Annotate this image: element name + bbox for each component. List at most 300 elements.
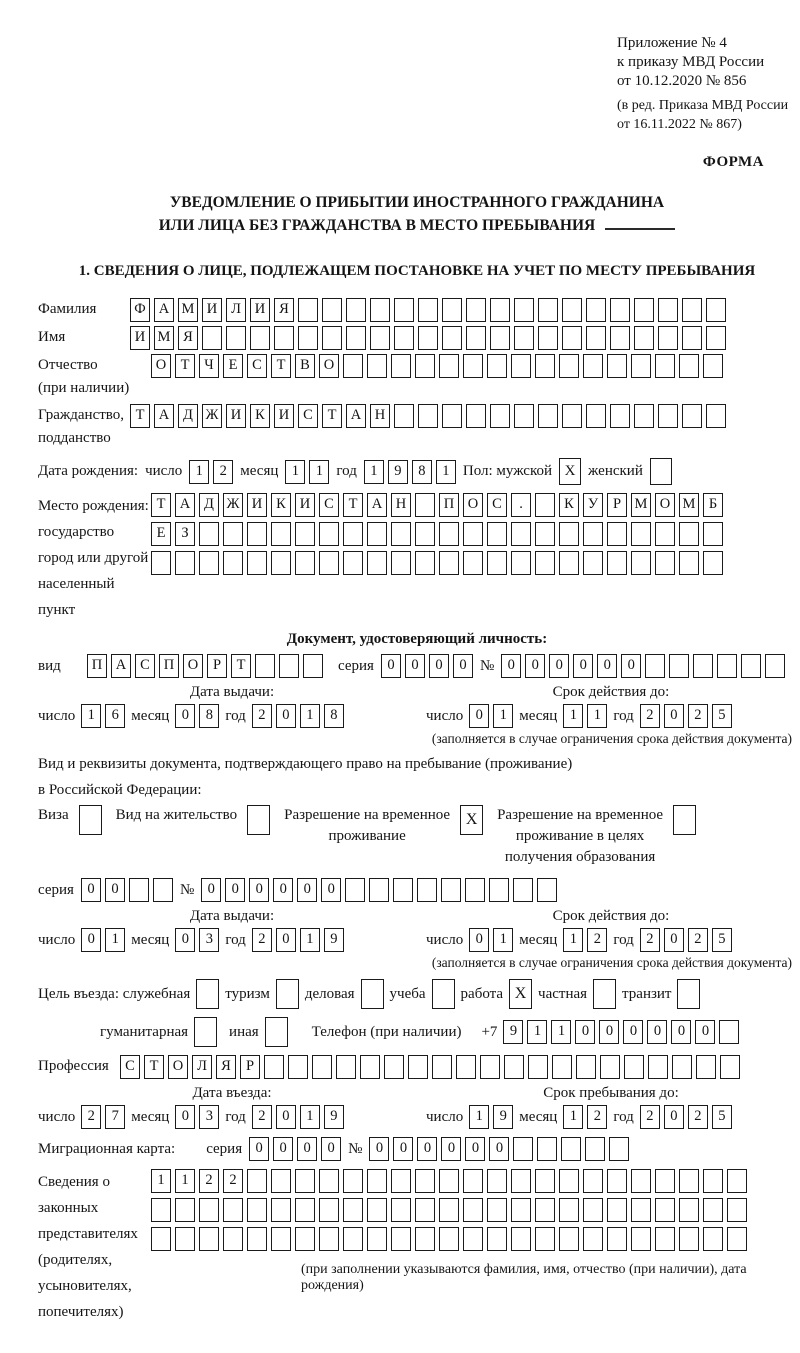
grid-cell[interactable] xyxy=(703,1227,723,1251)
grid-cell[interactable] xyxy=(463,354,483,378)
phone-cells[interactable] xyxy=(503,1020,739,1044)
grid-cell[interactable]: 1 xyxy=(527,1020,547,1044)
grid-cell[interactable] xyxy=(655,522,675,546)
grid-cell[interactable] xyxy=(298,326,318,350)
grid-cell[interactable] xyxy=(466,326,486,350)
grid-cell[interactable] xyxy=(442,298,462,322)
entry-day-cells[interactable] xyxy=(81,1105,125,1129)
grid-cell[interactable]: X xyxy=(460,805,483,835)
grid-cell[interactable]: 0 xyxy=(441,1137,461,1161)
grid-cell[interactable] xyxy=(288,1055,308,1079)
grid-cell[interactable]: 0 xyxy=(664,1105,684,1129)
grid-cell[interactable] xyxy=(343,1198,363,1222)
grid-cell[interactable] xyxy=(439,1198,459,1222)
grid-cell[interactable]: 0 xyxy=(525,654,545,678)
grid-cell[interactable]: 0 xyxy=(369,1137,389,1161)
grid-cell[interactable] xyxy=(537,878,557,902)
grid-cell[interactable] xyxy=(727,1227,747,1251)
grid-cell[interactable] xyxy=(720,1055,740,1079)
grid-cell[interactable] xyxy=(514,326,534,350)
doc-number-cells[interactable] xyxy=(501,654,785,678)
grid-cell[interactable] xyxy=(727,1169,747,1193)
grid-cell[interactable] xyxy=(490,326,510,350)
grid-cell[interactable] xyxy=(514,404,534,428)
grid-cell[interactable] xyxy=(513,878,533,902)
grid-cell[interactable] xyxy=(367,522,387,546)
grid-cell[interactable] xyxy=(175,551,195,575)
grid-cell[interactable] xyxy=(384,1055,404,1079)
grid-cell[interactable] xyxy=(538,326,558,350)
grid-cell[interactable]: 1 xyxy=(300,1105,320,1129)
migration-series-cells[interactable] xyxy=(249,1137,341,1161)
checkbox-vnzh[interactable] xyxy=(247,805,270,835)
grid-cell[interactable] xyxy=(514,298,534,322)
grid-cell[interactable] xyxy=(394,298,414,322)
grid-cell[interactable] xyxy=(682,404,702,428)
grid-cell[interactable] xyxy=(295,1198,315,1222)
grid-cell[interactable]: И xyxy=(202,298,222,322)
grid-cell[interactable]: 9 xyxy=(388,460,408,484)
grid-cell[interactable] xyxy=(609,1137,629,1161)
residence-issue-day-cells[interactable] xyxy=(81,928,125,952)
grid-cell[interactable]: 0 xyxy=(647,1020,667,1044)
grid-cell[interactable] xyxy=(593,979,616,1009)
grid-cell[interactable] xyxy=(559,354,579,378)
grid-cell[interactable] xyxy=(271,1198,291,1222)
grid-cell[interactable] xyxy=(295,1227,315,1251)
grid-cell[interactable] xyxy=(583,1169,603,1193)
checkbox-rvp-education[interactable] xyxy=(673,805,696,835)
grid-cell[interactable] xyxy=(487,522,507,546)
grid-cell[interactable] xyxy=(265,1017,288,1047)
grid-cell[interactable] xyxy=(703,1198,723,1222)
grid-cell[interactable]: 0 xyxy=(405,654,425,678)
grid-cell[interactable]: 0 xyxy=(695,1020,715,1044)
grid-cell[interactable] xyxy=(271,1169,291,1193)
grid-cell[interactable] xyxy=(487,551,507,575)
grid-cell[interactable] xyxy=(679,1198,699,1222)
grid-cell[interactable] xyxy=(194,1017,217,1047)
grid-cell[interactable] xyxy=(727,1198,747,1222)
grid-cell[interactable]: М xyxy=(679,493,699,517)
birth-place-row1-cells[interactable] xyxy=(151,493,723,517)
grid-cell[interactable] xyxy=(717,654,737,678)
grid-cell[interactable] xyxy=(391,1169,411,1193)
grid-cell[interactable]: Л xyxy=(192,1055,212,1079)
grid-cell[interactable]: М xyxy=(178,298,198,322)
grid-cell[interactable]: К xyxy=(559,493,579,517)
grid-cell[interactable]: Ж xyxy=(202,404,222,428)
grid-cell[interactable] xyxy=(319,1169,339,1193)
grid-cell[interactable] xyxy=(391,1227,411,1251)
grid-cell[interactable]: 2 xyxy=(587,1105,607,1129)
grid-cell[interactable] xyxy=(655,1169,675,1193)
grid-cell[interactable] xyxy=(223,551,243,575)
grid-cell[interactable] xyxy=(418,298,438,322)
grid-cell[interactable] xyxy=(199,1227,219,1251)
residence-valid-day-cells[interactable] xyxy=(469,928,513,952)
grid-cell[interactable]: А xyxy=(154,404,174,428)
grid-cell[interactable] xyxy=(535,551,555,575)
grid-cell[interactable] xyxy=(583,522,603,546)
grid-cell[interactable] xyxy=(432,979,455,1009)
grid-cell[interactable]: 8 xyxy=(199,704,219,728)
grid-cell[interactable]: 6 xyxy=(105,704,125,728)
grid-cell[interactable]: Ж xyxy=(223,493,243,517)
grid-cell[interactable]: 0 xyxy=(175,1105,195,1129)
grid-cell[interactable]: 1 xyxy=(364,460,384,484)
grid-cell[interactable] xyxy=(583,1198,603,1222)
grid-cell[interactable]: П xyxy=(87,654,107,678)
residence-number-cells[interactable] xyxy=(201,878,557,902)
grid-cell[interactable] xyxy=(624,1055,644,1079)
grid-cell[interactable] xyxy=(583,551,603,575)
grid-cell[interactable] xyxy=(439,551,459,575)
grid-cell[interactable] xyxy=(607,1169,627,1193)
grid-cell[interactable] xyxy=(393,878,413,902)
grid-cell[interactable]: 2 xyxy=(587,928,607,952)
grid-cell[interactable] xyxy=(538,298,558,322)
grid-cell[interactable] xyxy=(650,458,672,485)
grid-cell[interactable] xyxy=(655,551,675,575)
grid-cell[interactable] xyxy=(741,654,761,678)
grid-cell[interactable]: А xyxy=(175,493,195,517)
patronymic-cells[interactable] xyxy=(151,354,723,378)
grid-cell[interactable] xyxy=(679,1227,699,1251)
grid-cell[interactable]: 0 xyxy=(417,1137,437,1161)
residence-issue-year-cells[interactable] xyxy=(252,928,344,952)
stay-month-cells[interactable] xyxy=(563,1105,607,1129)
grid-cell[interactable] xyxy=(586,404,606,428)
grid-cell[interactable]: О xyxy=(151,354,171,378)
grid-cell[interactable] xyxy=(487,1198,507,1222)
grid-cell[interactable] xyxy=(276,979,299,1009)
grid-cell[interactable]: 0 xyxy=(276,928,296,952)
grid-cell[interactable] xyxy=(408,1055,428,1079)
checkbox-visa[interactable] xyxy=(79,805,102,835)
grid-cell[interactable] xyxy=(466,404,486,428)
surname-cells[interactable] xyxy=(130,298,726,322)
grid-cell[interactable]: 0 xyxy=(276,1105,296,1129)
grid-cell[interactable]: Р xyxy=(607,493,627,517)
grid-cell[interactable] xyxy=(610,298,630,322)
checkbox-tranzit[interactable] xyxy=(677,979,700,1009)
grid-cell[interactable]: Р xyxy=(240,1055,260,1079)
grid-cell[interactable] xyxy=(367,1169,387,1193)
grid-cell[interactable]: Т xyxy=(130,404,150,428)
grid-cell[interactable]: 1 xyxy=(469,1105,489,1129)
grid-cell[interactable]: Ч xyxy=(199,354,219,378)
grid-cell[interactable]: Я xyxy=(216,1055,236,1079)
grid-cell[interactable] xyxy=(693,654,713,678)
grid-cell[interactable]: 2 xyxy=(640,704,660,728)
grid-cell[interactable] xyxy=(343,522,363,546)
representatives-row3-cells[interactable] xyxy=(151,1227,796,1251)
grid-cell[interactable]: Д xyxy=(199,493,219,517)
grid-cell[interactable]: 2 xyxy=(223,1169,243,1193)
grid-cell[interactable] xyxy=(535,1169,555,1193)
grid-cell[interactable]: 0 xyxy=(465,1137,485,1161)
grid-cell[interactable] xyxy=(677,979,700,1009)
identity-issue-month-cells[interactable] xyxy=(175,704,219,728)
grid-cell[interactable] xyxy=(319,1198,339,1222)
grid-cell[interactable] xyxy=(706,326,726,350)
grid-cell[interactable] xyxy=(175,1198,195,1222)
grid-cell[interactable]: И xyxy=(226,404,246,428)
grid-cell[interactable] xyxy=(559,522,579,546)
grid-cell[interactable]: 0 xyxy=(201,878,221,902)
grid-cell[interactable] xyxy=(439,1169,459,1193)
grid-cell[interactable]: О xyxy=(463,493,483,517)
grid-cell[interactable]: 5 xyxy=(712,1105,732,1129)
grid-cell[interactable]: И xyxy=(295,493,315,517)
birth-place-row2-cells[interactable] xyxy=(151,522,723,546)
grid-cell[interactable] xyxy=(463,522,483,546)
grid-cell[interactable] xyxy=(538,404,558,428)
grid-cell[interactable]: . xyxy=(511,493,531,517)
grid-cell[interactable] xyxy=(303,654,323,678)
grid-cell[interactable] xyxy=(336,1055,356,1079)
residence-issue-month-cells[interactable] xyxy=(175,928,219,952)
grid-cell[interactable] xyxy=(432,1055,452,1079)
checkbox-ucheba[interactable] xyxy=(432,979,455,1009)
grid-cell[interactable] xyxy=(535,1198,555,1222)
grid-cell[interactable]: 2 xyxy=(81,1105,101,1129)
grid-cell[interactable]: 0 xyxy=(623,1020,643,1044)
grid-cell[interactable]: Л xyxy=(226,298,246,322)
grid-cell[interactable]: 0 xyxy=(501,654,521,678)
grid-cell[interactable]: 0 xyxy=(549,654,569,678)
grid-cell[interactable] xyxy=(559,1227,579,1251)
grid-cell[interactable] xyxy=(607,354,627,378)
grid-cell[interactable] xyxy=(655,1198,675,1222)
checkbox-sluzhebnaya[interactable] xyxy=(196,979,219,1009)
grid-cell[interactable]: 2 xyxy=(252,1105,272,1129)
grid-cell[interactable]: 1 xyxy=(105,928,125,952)
checkbox-sex-female[interactable] xyxy=(650,458,672,485)
grid-cell[interactable] xyxy=(271,1227,291,1251)
grid-cell[interactable] xyxy=(480,1055,500,1079)
residence-valid-month-cells[interactable] xyxy=(563,928,607,952)
grid-cell[interactable]: 2 xyxy=(640,1105,660,1129)
grid-cell[interactable] xyxy=(537,1137,557,1161)
grid-cell[interactable]: К xyxy=(250,404,270,428)
grid-cell[interactable] xyxy=(360,1055,380,1079)
grid-cell[interactable] xyxy=(226,326,246,350)
grid-cell[interactable]: С xyxy=(135,654,155,678)
grid-cell[interactable] xyxy=(679,354,699,378)
grid-cell[interactable]: Т xyxy=(144,1055,164,1079)
grid-cell[interactable]: 2 xyxy=(688,928,708,952)
grid-cell[interactable]: Д xyxy=(178,404,198,428)
grid-cell[interactable] xyxy=(465,878,485,902)
grid-cell[interactable]: 1 xyxy=(81,704,101,728)
grid-cell[interactable] xyxy=(415,1198,435,1222)
grid-cell[interactable] xyxy=(487,1227,507,1251)
grid-cell[interactable]: Я xyxy=(274,298,294,322)
grid-cell[interactable]: 0 xyxy=(297,1137,317,1161)
grid-cell[interactable]: 0 xyxy=(453,654,473,678)
grid-cell[interactable]: 2 xyxy=(640,928,660,952)
checkbox-delovaya[interactable] xyxy=(361,979,384,1009)
grid-cell[interactable] xyxy=(456,1055,476,1079)
grid-cell[interactable] xyxy=(202,326,222,350)
grid-cell[interactable] xyxy=(562,404,582,428)
grid-cell[interactable]: 7 xyxy=(105,1105,125,1129)
grid-cell[interactable] xyxy=(513,1137,533,1161)
grid-cell[interactable] xyxy=(367,1227,387,1251)
grid-cell[interactable]: М xyxy=(631,493,651,517)
grid-cell[interactable]: 2 xyxy=(213,460,233,484)
grid-cell[interactable]: 9 xyxy=(503,1020,523,1044)
grid-cell[interactable] xyxy=(511,1169,531,1193)
checkbox-rvp[interactable] xyxy=(460,805,483,835)
grid-cell[interactable]: Н xyxy=(370,404,390,428)
grid-cell[interactable] xyxy=(279,654,299,678)
checkbox-chastnaya[interactable] xyxy=(593,979,616,1009)
grid-cell[interactable]: 0 xyxy=(469,928,489,952)
residence-series-cells[interactable] xyxy=(81,878,173,902)
grid-cell[interactable] xyxy=(442,404,462,428)
grid-cell[interactable]: В xyxy=(295,354,315,378)
grid-cell[interactable] xyxy=(415,354,435,378)
grid-cell[interactable] xyxy=(370,298,390,322)
grid-cell[interactable] xyxy=(511,354,531,378)
grid-cell[interactable]: К xyxy=(271,493,291,517)
grid-cell[interactable]: 1 xyxy=(563,1105,583,1129)
grid-cell[interactable] xyxy=(631,551,651,575)
grid-cell[interactable] xyxy=(559,1169,579,1193)
grid-cell[interactable] xyxy=(634,326,654,350)
grid-cell[interactable]: А xyxy=(367,493,387,517)
grid-cell[interactable] xyxy=(528,1055,548,1079)
grid-cell[interactable]: 1 xyxy=(563,704,583,728)
grid-cell[interactable] xyxy=(535,354,555,378)
grid-cell[interactable] xyxy=(223,1198,243,1222)
grid-cell[interactable] xyxy=(559,551,579,575)
grid-cell[interactable] xyxy=(607,1227,627,1251)
grid-cell[interactable]: С xyxy=(247,354,267,378)
grid-cell[interactable] xyxy=(439,522,459,546)
grid-cell[interactable]: А xyxy=(111,654,131,678)
grid-cell[interactable]: 0 xyxy=(393,1137,413,1161)
grid-cell[interactable] xyxy=(463,1169,483,1193)
grid-cell[interactable] xyxy=(583,354,603,378)
grid-cell[interactable]: 5 xyxy=(712,704,732,728)
grid-cell[interactable]: И xyxy=(274,404,294,428)
grid-cell[interactable]: 5 xyxy=(712,928,732,952)
checkbox-sex-male[interactable] xyxy=(559,458,581,485)
grid-cell[interactable] xyxy=(562,298,582,322)
grid-cell[interactable] xyxy=(129,878,149,902)
grid-cell[interactable] xyxy=(343,1227,363,1251)
grid-cell[interactable]: 0 xyxy=(175,928,195,952)
grid-cell[interactable] xyxy=(682,298,702,322)
grid-cell[interactable] xyxy=(441,878,461,902)
grid-cell[interactable] xyxy=(271,522,291,546)
grid-cell[interactable]: 0 xyxy=(175,704,195,728)
grid-cell[interactable]: 0 xyxy=(573,654,593,678)
grid-cell[interactable] xyxy=(696,1055,716,1079)
grid-cell[interactable] xyxy=(466,298,486,322)
grid-cell[interactable] xyxy=(552,1055,572,1079)
grid-cell[interactable]: 0 xyxy=(249,878,269,902)
grid-cell[interactable] xyxy=(535,1227,555,1251)
grid-cell[interactable]: З xyxy=(175,522,195,546)
grid-cell[interactable]: 0 xyxy=(469,704,489,728)
grid-cell[interactable] xyxy=(669,654,689,678)
checkbox-rabota[interactable] xyxy=(509,979,532,1009)
residence-valid-year-cells[interactable] xyxy=(640,928,732,952)
citizenship-cells[interactable] xyxy=(130,404,726,428)
grid-cell[interactable] xyxy=(367,354,387,378)
grid-cell[interactable] xyxy=(487,1169,507,1193)
grid-cell[interactable] xyxy=(490,404,510,428)
grid-cell[interactable] xyxy=(576,1055,596,1079)
grid-cell[interactable] xyxy=(415,551,435,575)
grid-cell[interactable]: А xyxy=(154,298,174,322)
grid-cell[interactable] xyxy=(319,522,339,546)
identity-valid-month-cells[interactable] xyxy=(563,704,607,728)
grid-cell[interactable] xyxy=(600,1055,620,1079)
grid-cell[interactable]: 0 xyxy=(429,654,449,678)
grid-cell[interactable] xyxy=(418,404,438,428)
grid-cell[interactable]: 9 xyxy=(324,928,344,952)
birth-day-cells[interactable] xyxy=(189,460,233,484)
grid-cell[interactable]: 0 xyxy=(297,878,317,902)
givenname-cells[interactable] xyxy=(130,326,726,350)
grid-cell[interactable] xyxy=(79,805,102,835)
grid-cell[interactable] xyxy=(487,354,507,378)
birth-year-cells[interactable] xyxy=(364,460,456,484)
doc-type-cells[interactable] xyxy=(87,654,323,678)
grid-cell[interactable]: Т xyxy=(151,493,171,517)
grid-cell[interactable] xyxy=(391,1198,411,1222)
grid-cell[interactable] xyxy=(367,551,387,575)
grid-cell[interactable]: 0 xyxy=(597,654,617,678)
grid-cell[interactable]: 2 xyxy=(252,928,272,952)
entry-year-cells[interactable] xyxy=(252,1105,344,1129)
grid-cell[interactable]: 1 xyxy=(300,704,320,728)
migration-number-cells[interactable] xyxy=(369,1137,629,1161)
grid-cell[interactable]: 0 xyxy=(81,928,101,952)
grid-cell[interactable]: 2 xyxy=(199,1169,219,1193)
checkbox-turizm[interactable] xyxy=(276,979,299,1009)
grid-cell[interactable]: 0 xyxy=(664,928,684,952)
grid-cell[interactable]: П xyxy=(439,493,459,517)
grid-cell[interactable]: 0 xyxy=(81,878,101,902)
grid-cell[interactable] xyxy=(607,522,627,546)
grid-cell[interactable] xyxy=(151,551,171,575)
grid-cell[interactable] xyxy=(247,1227,267,1251)
profession-cells[interactable] xyxy=(120,1055,740,1079)
identity-issue-day-cells[interactable] xyxy=(81,704,125,728)
grid-cell[interactable]: А xyxy=(346,404,366,428)
grid-cell[interactable]: 0 xyxy=(321,878,341,902)
grid-cell[interactable]: 0 xyxy=(671,1020,691,1044)
grid-cell[interactable]: Т xyxy=(322,404,342,428)
grid-cell[interactable] xyxy=(345,878,365,902)
grid-cell[interactable]: Т xyxy=(231,654,251,678)
grid-cell[interactable]: П xyxy=(159,654,179,678)
grid-cell[interactable] xyxy=(295,1169,315,1193)
grid-cell[interactable]: 1 xyxy=(300,928,320,952)
grid-cell[interactable] xyxy=(706,404,726,428)
grid-cell[interactable] xyxy=(361,979,384,1009)
grid-cell[interactable] xyxy=(391,522,411,546)
grid-cell[interactable] xyxy=(655,354,675,378)
grid-cell[interactable] xyxy=(346,326,366,350)
